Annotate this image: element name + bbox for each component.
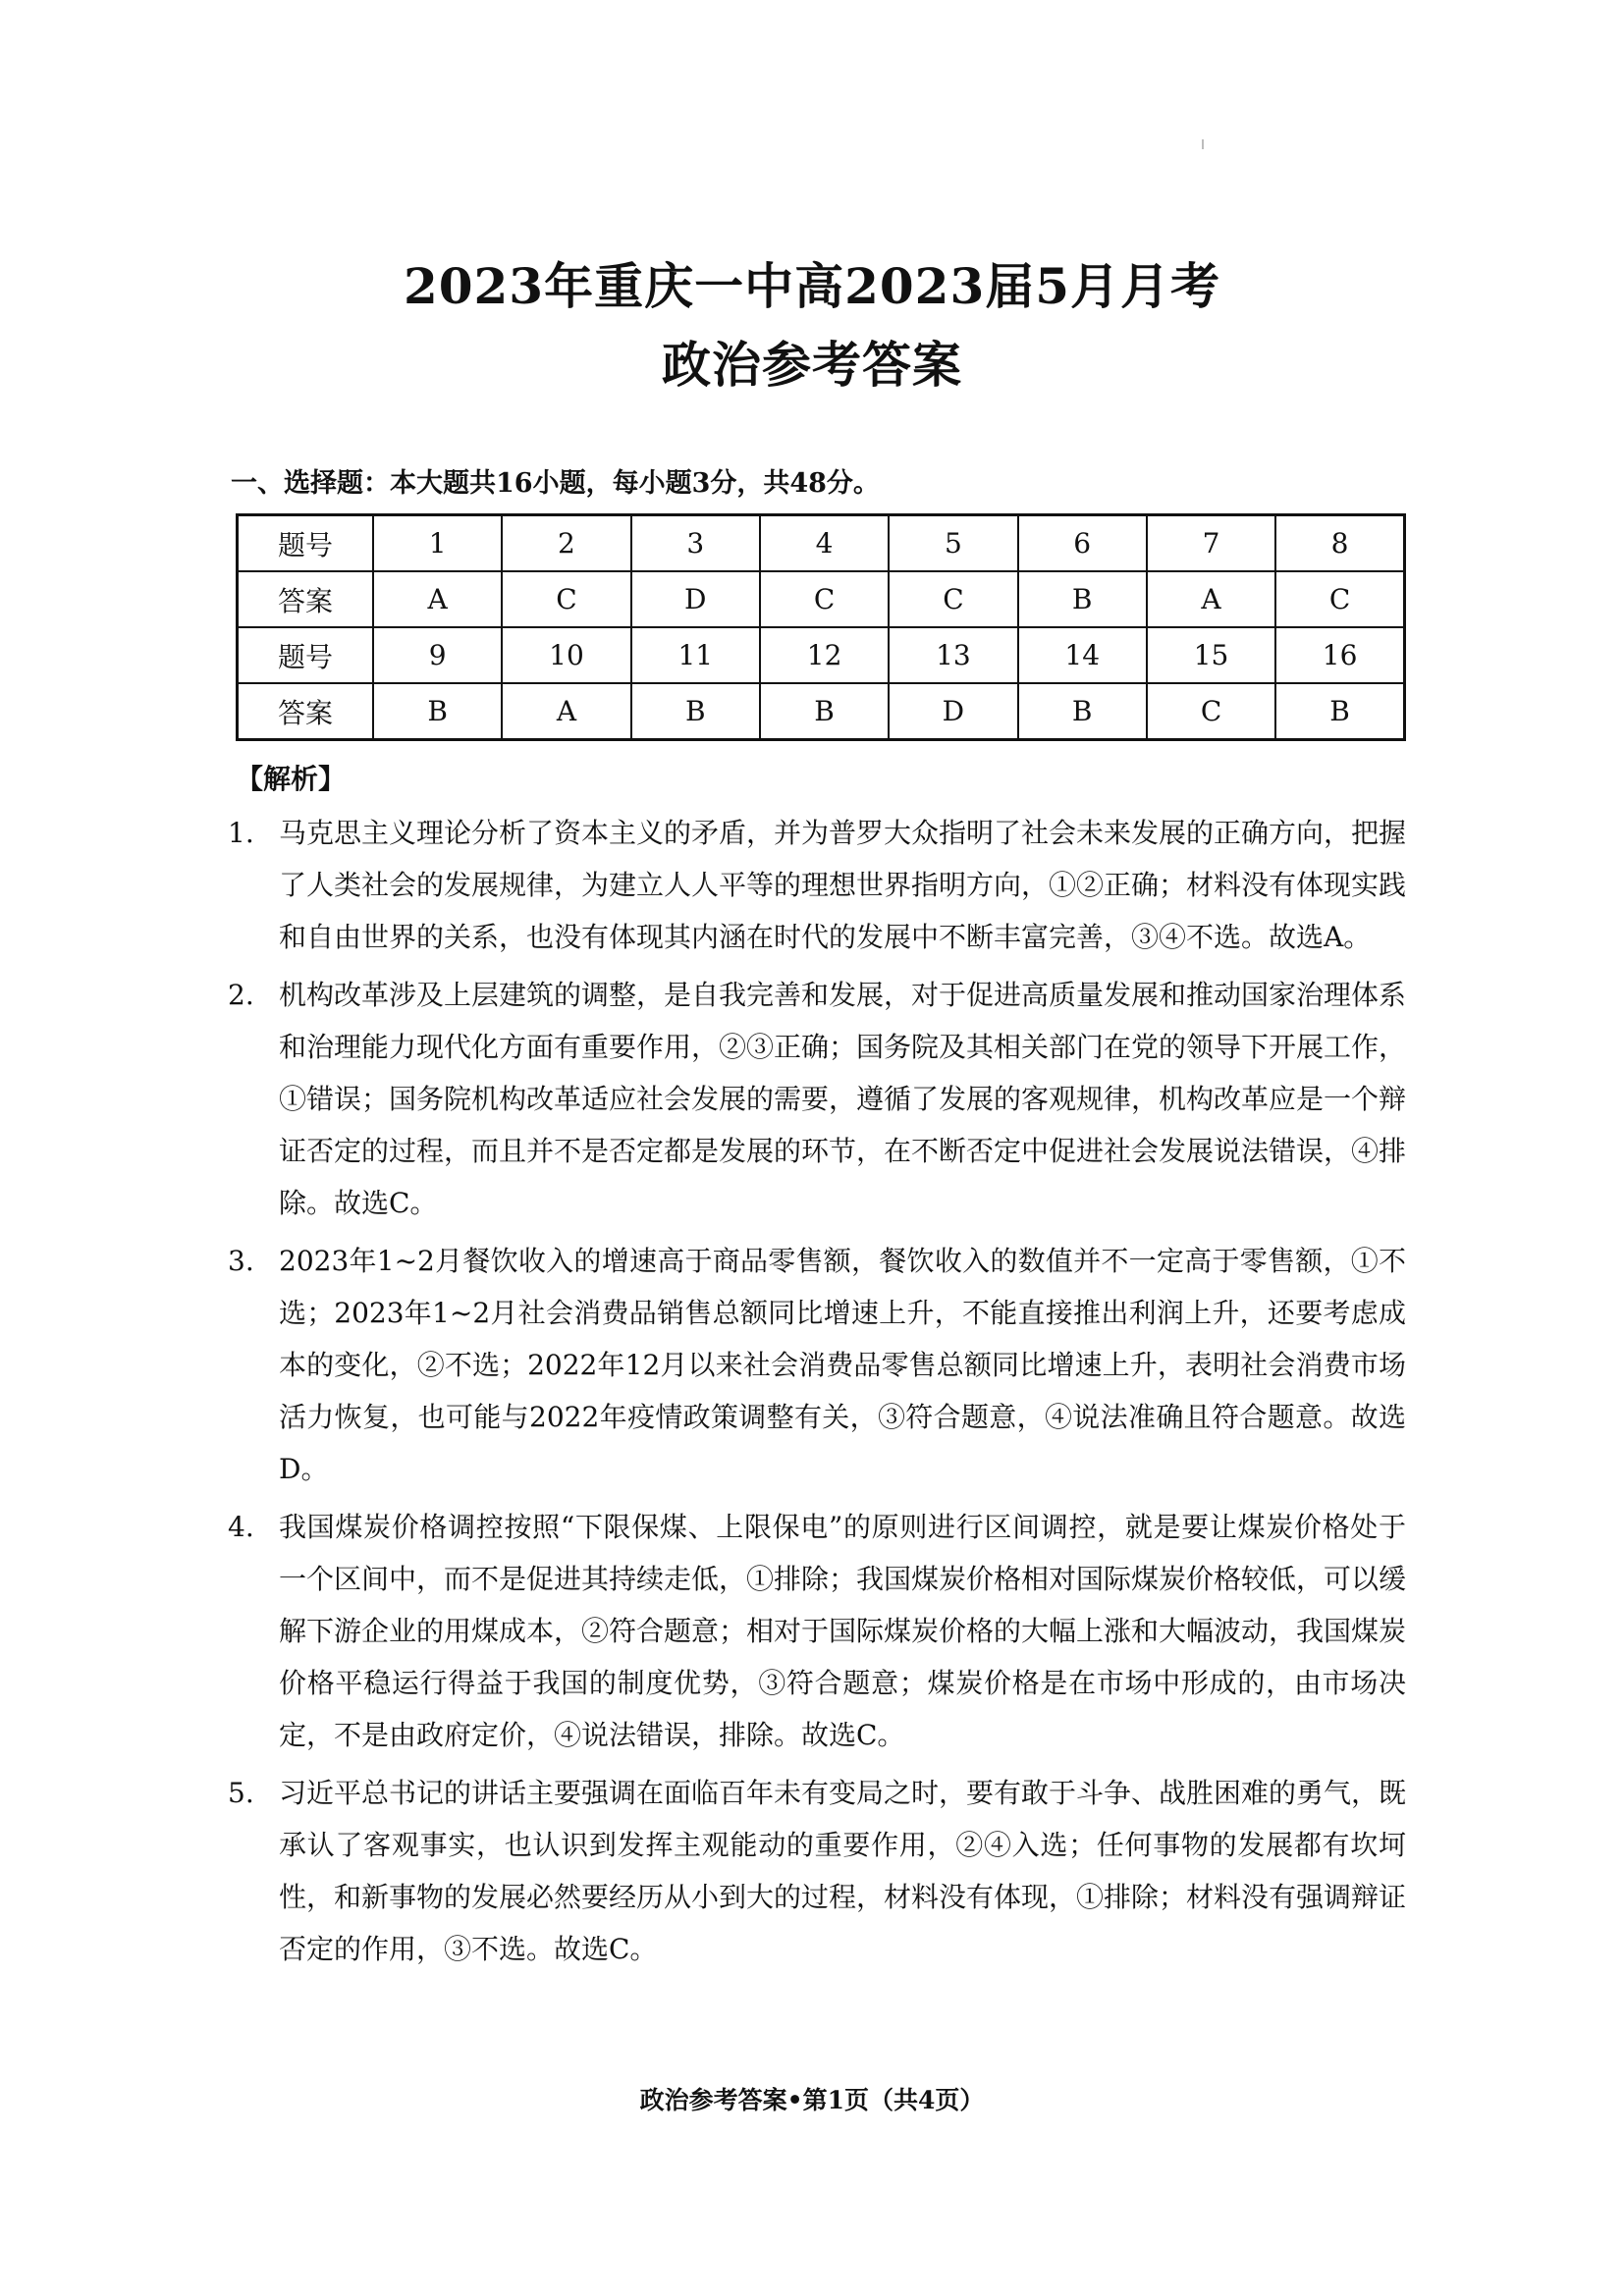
analysis-list <box>228 807 1406 1981</box>
item-number: 2. <box>228 979 254 1011</box>
table-row <box>238 515 1405 572</box>
table-cell: 16 <box>1275 627 1404 683</box>
item-text: 马克思主义理论分析了资本主义的矛盾，并为普罗大众指明了社会未来发展的正确方向，把握了人类社会的发展规律，为建立人人平等的理想世界指明方向，①②正确；材料没有体现实践和自由世界的关系，也没有体现其内涵在时代的发展中不断丰富完善，③④不选。故选A。 <box>279 817 1407 953</box>
item-number: 1. <box>228 817 254 849</box>
table-cell: C <box>889 571 1017 627</box>
list-item <box>228 969 1406 1229</box>
table-cell: 6 <box>1018 515 1147 572</box>
item-text: 2023年1~2月餐饮收入的增速高于商品零售额，餐饮收入的数值并不一定高于零售额，①不选；2023年1~2月社会消费品销售总额同比增速上升，不能直接推出利润上升，还要考虑成本的变化，②不选；2022年12月以来社会消费品零售总额同比增速上升，表明社会消费市场活力恢复，也可能与2022年疫情政策调整有关，③符合题意，④说法准确且符合题意。故选D。 <box>279 1245 1406 1485</box>
list-item <box>228 1235 1406 1495</box>
table-row <box>238 571 1405 627</box>
table-cell: 答案 <box>238 683 374 740</box>
table-cell: C <box>1147 683 1275 740</box>
table-cell: 11 <box>631 627 760 683</box>
list-item <box>228 1767 1406 1975</box>
table-cell: 10 <box>502 627 630 683</box>
item-text: 习近平总书记的讲话主要强调在面临百年未有变局之时，要有敢于斗争、战胜困难的勇气，既承认了客观事实，也认识到发挥主观能动的重要作用，②④入选；任何事物的发展都有坎坷性，和新事物的发展必然要经历从小到大的过程，材料没有体现，①排除；材料没有强调辩证否定的作用，③不选。故选C。 <box>279 1777 1407 1965</box>
table-cell: 4 <box>760 515 889 572</box>
table-cell: 题号 <box>238 515 374 572</box>
item-number: 3. <box>228 1245 254 1277</box>
table-cell: D <box>631 571 760 627</box>
item-text: 机构改革涉及上层建筑的调整，是自我完善和发展，对于促进高质量发展和推动国家治理体系和治理能力现代化方面有重要作用，②③正确；国务院及其相关部门在党的领导下开展工作，①错误；国务院机构改革适应社会发展的需要，遵循了发展的客观规律，机构改革应是一个辩证否定的过程，而且并不是否定都是发展的环节，在不断否定中促进社会发展说法错误，④排除。故选C。 <box>279 979 1407 1219</box>
table-cell: B <box>631 683 760 740</box>
table-cell: 9 <box>373 627 502 683</box>
table-cell: 题号 <box>238 627 374 683</box>
list-item <box>228 1501 1406 1761</box>
table-cell: B <box>1018 683 1147 740</box>
table-cell: C <box>1275 571 1404 627</box>
table-row <box>238 683 1405 740</box>
list-item <box>228 807 1406 963</box>
item-text: 我国煤炭价格调控按照“下限保煤、上限保电”的原则进行区间调控，就是要让煤炭价格处于一个区间中，而不是促进其持续走低，①排除；我国煤炭价格相对国际煤炭价格较低，可以缓解下游企业的用煤成本，②符合题意；相对于国际煤炭价格的大幅上涨和大幅波动，我国煤炭价格平稳运行得益于我国的制度优势，③符合题意；煤炭价格是在市场中形成的，由市场决定，不是由政府定价，④说法错误，排除。故选C。 <box>279 1511 1407 1751</box>
table-row <box>238 627 1405 683</box>
table-cell: C <box>502 571 630 627</box>
analysis-heading: 【解析】 <box>236 763 347 795</box>
table-cell: 3 <box>631 515 760 572</box>
table-cell: D <box>889 683 1017 740</box>
table-cell: A <box>1147 571 1275 627</box>
table-cell: A <box>373 571 502 627</box>
table-cell: 14 <box>1018 627 1147 683</box>
table-cell: B <box>760 683 889 740</box>
table-cell: 7 <box>1147 515 1275 572</box>
table-cell: A <box>502 683 630 740</box>
table-cell: B <box>373 683 502 740</box>
table-cell: 5 <box>889 515 1017 572</box>
table-cell: B <box>1018 571 1147 627</box>
table-cell: C <box>760 571 889 627</box>
scan-mark <box>1202 139 1204 149</box>
item-number: 5. <box>228 1777 254 1809</box>
page-footer: 政治参考答案•第1页（共4页） <box>639 2086 985 2114</box>
section-heading: 一、选择题：本大题共16小题，每小题3分，共48分。 <box>231 468 880 499</box>
answer-table <box>236 513 1406 741</box>
item-number: 4. <box>228 1511 254 1543</box>
table-cell: 13 <box>889 627 1017 683</box>
document-title: 2023年重庆一中高2023届5月月考 <box>403 257 1221 315</box>
table-cell: B <box>1275 683 1404 740</box>
table-cell: 1 <box>373 515 502 572</box>
table-cell: 2 <box>502 515 630 572</box>
document-subtitle: 政治参考答案 <box>662 336 962 394</box>
table-cell: 15 <box>1147 627 1275 683</box>
table-cell: 8 <box>1275 515 1404 572</box>
table-cell: 12 <box>760 627 889 683</box>
table-cell: 答案 <box>238 571 374 627</box>
